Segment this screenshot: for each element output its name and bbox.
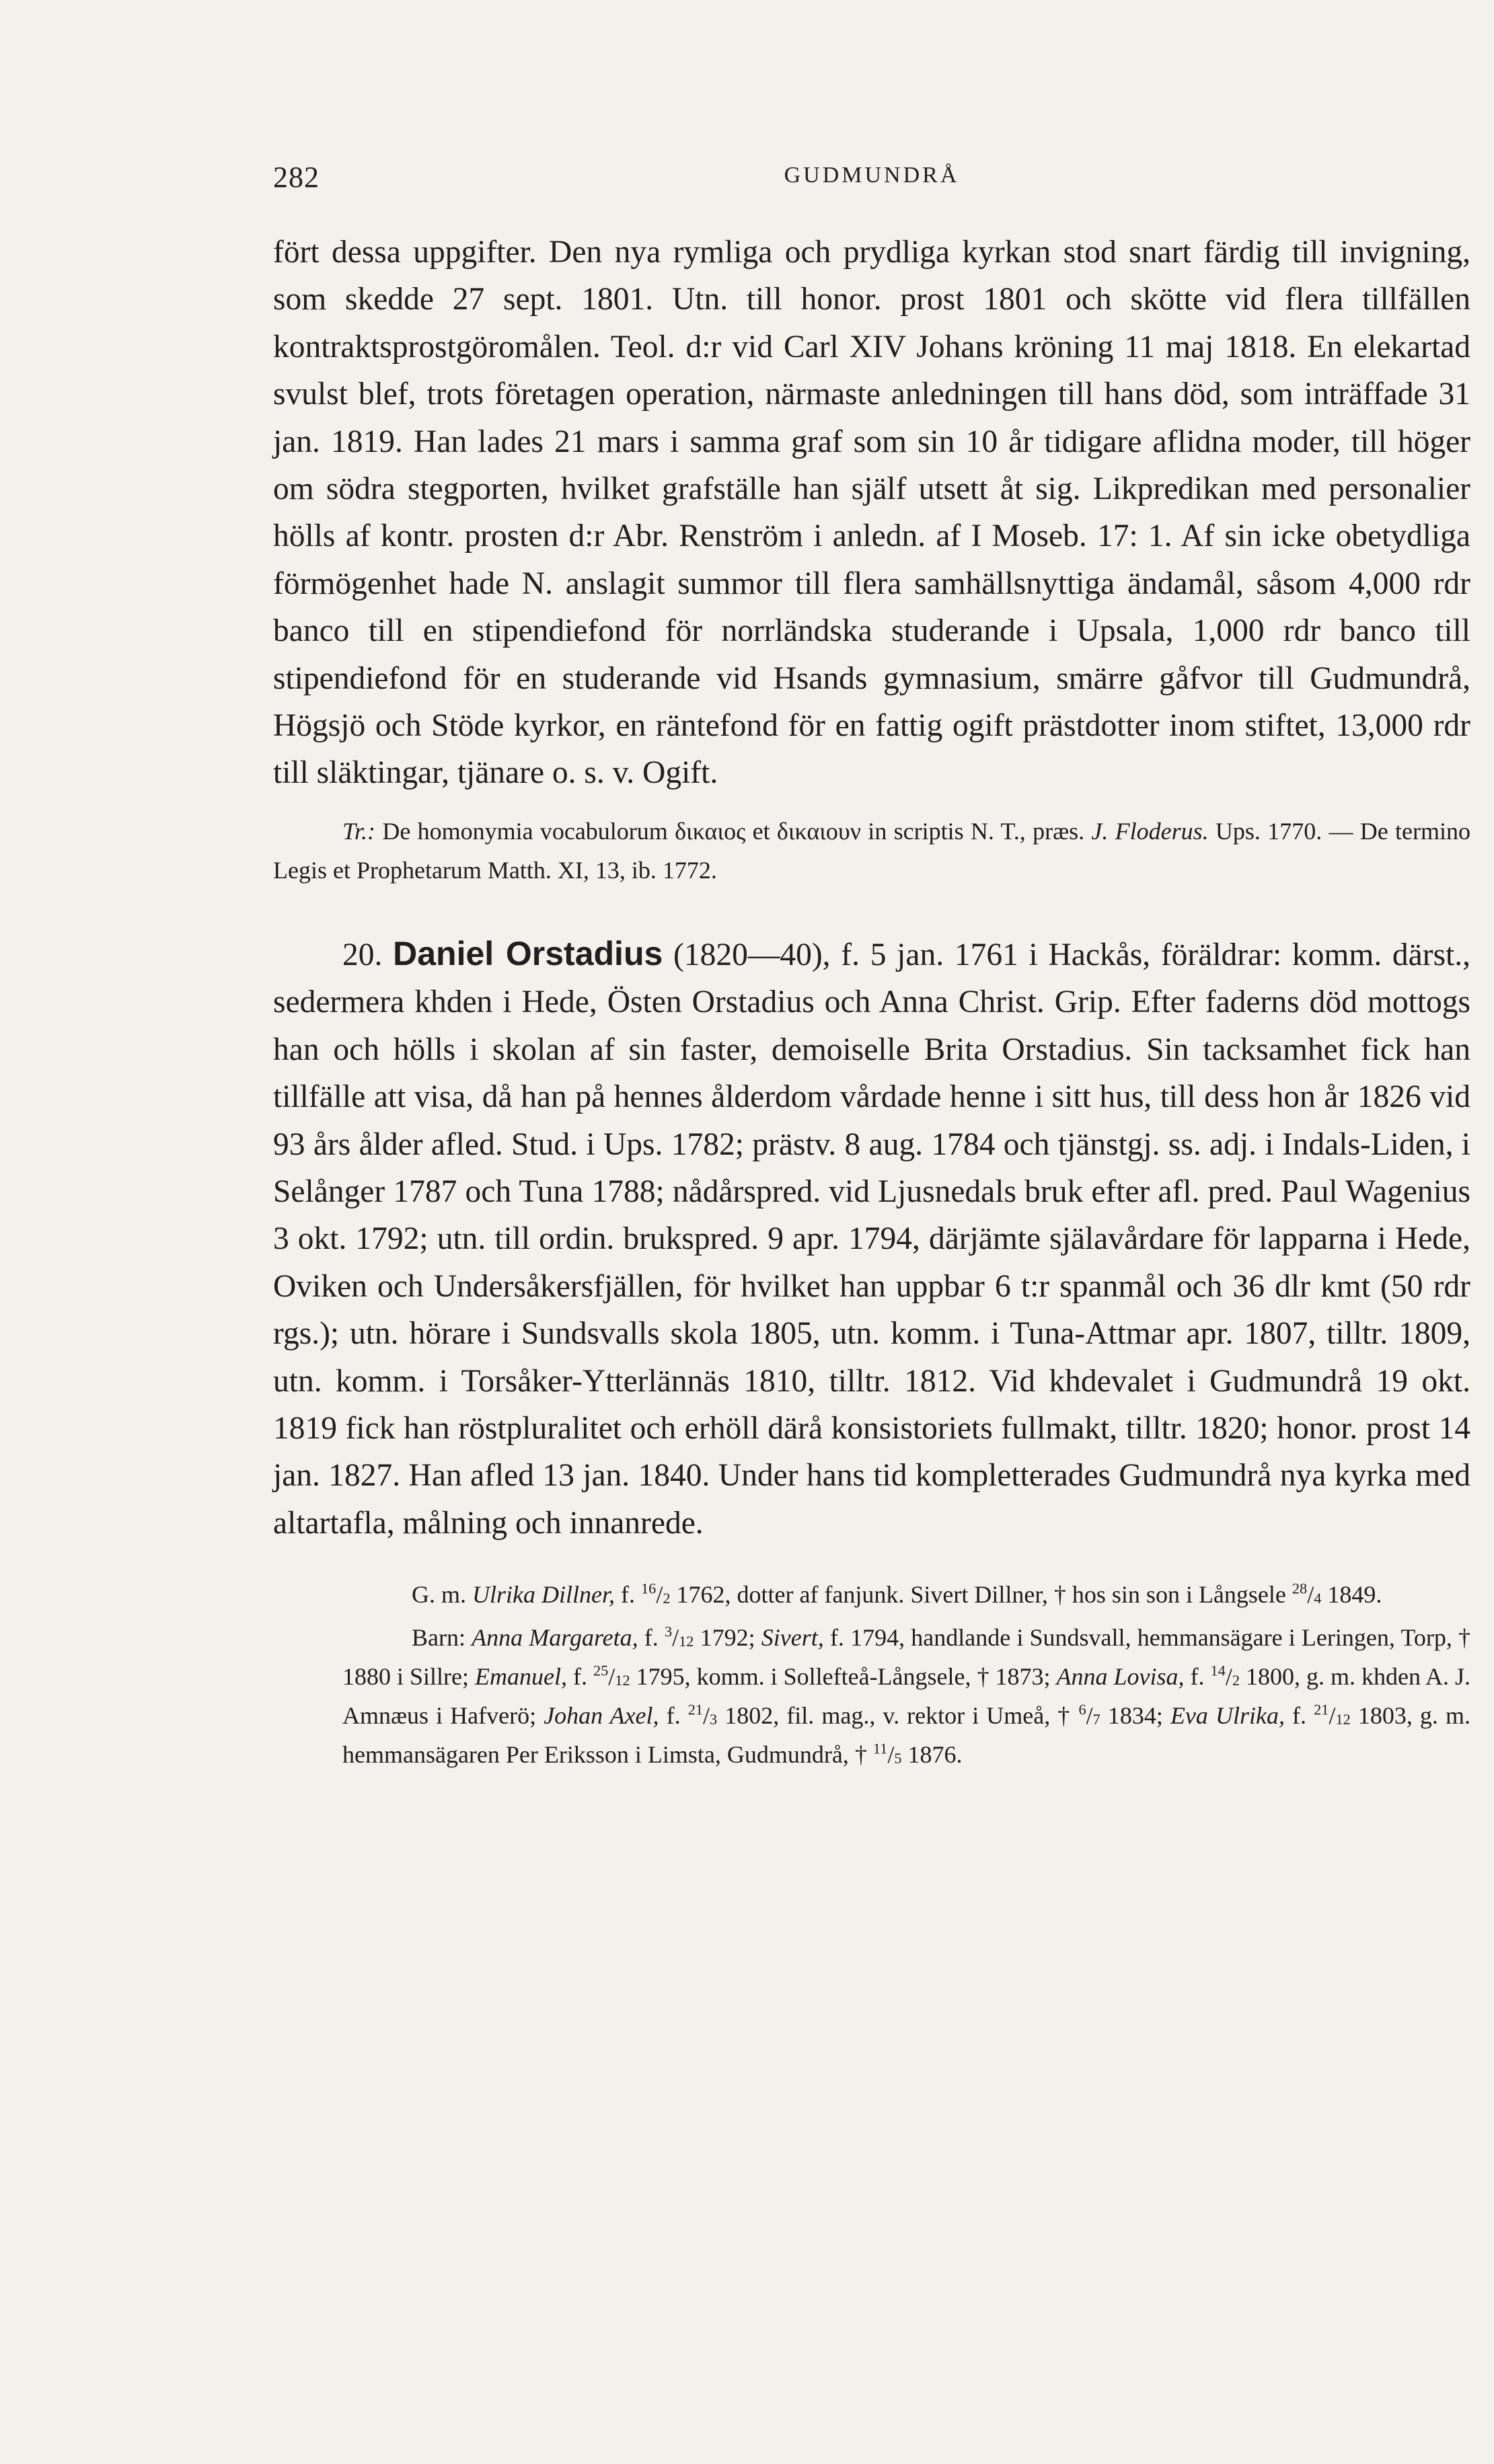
note-text: f. (659, 1702, 688, 1730)
note-text: f. (1184, 1663, 1211, 1691)
greek-word: δικαιουν (776, 817, 862, 845)
date-month: 2 (663, 1590, 671, 1607)
date-day: 3 (664, 1623, 673, 1640)
date-month: 3 (710, 1711, 718, 1728)
page-number: 282 (273, 161, 320, 194)
note-text: 1803, g. m. hemmansägaren Per Eriksson i Limsta, Gudmundrå, † (342, 1702, 1470, 1769)
date-month: 7 (1092, 1711, 1100, 1728)
entry-name: Daniel Orstadius (393, 934, 663, 972)
page-header (273, 160, 1470, 200)
note-text: 1792; (694, 1624, 761, 1652)
date-month: 12 (1335, 1711, 1351, 1728)
child-name: Anna Lovisa, (1056, 1663, 1185, 1691)
note-text: Ups. 1770. — De termino Legis et Prophetarum Matth. XI, 13, ib. 1772. (273, 817, 1470, 884)
paragraph-text: fört dessa uppgifter. Den nya rymliga och prydliga kyrkan stod snart färdig till invigning, som skedde 27 sept. 1801. Utn. till honor. prost 1801 och skötte vid flera tillfällen kontraktsprostgöromålen. Teol. d:r vid Carl XIV Johans kröning 11 maj 1818. En elekartad svulst blef, trots företagen operation, närmaste anledningen till hans död, som inträffade 31 jan. 1819. Han lades 21 mars i samma graf som sin 10 år tidigare aflidna moder, till höger om södra stegporten, hvilket grafställe han själf utsett åt sig. Likpredikan med personalier hölls af kontr. prosten d:r Abr. Renström i anledn. af I Moseb. 17: 1. Af sin icke obetydliga förmögenhet hade N. anslagit summor till flera samhällsnyttiga ändamål, såsom 4,000 rdr banco till en stipendiefond för norrländska studerande i Upsala, 1,000 rdr banco till stipendiefond för en studerande vid Hsands gymnasium, smärre gåfvor till Gudmundrå, Högsjö och Stöde kyrkor, en räntefond för en fattig ogift prästdotter inom stiftet, 13,000 rdr till släktingar, tjänare o. s. v. Ogift. (273, 235, 1470, 791)
date-day: 6 (1078, 1701, 1086, 1718)
date-month: 4 (1314, 1590, 1322, 1607)
date-day: 21 (687, 1701, 703, 1718)
note-text: 1834; (1100, 1702, 1170, 1730)
note-text: f. (638, 1624, 665, 1652)
entry-paragraph (273, 930, 1470, 1547)
note-text: 1800, g. m. khden A. J. Amnæus i Hafverö; (342, 1663, 1471, 1730)
greek-word: δικαιος (675, 817, 746, 845)
running-title: GUDMUNDRÅ (784, 163, 960, 188)
date-day: 21 (1314, 1701, 1329, 1718)
writings-label: Tr.: (342, 817, 376, 845)
note-text: et (745, 817, 777, 845)
date-day: 25 (593, 1662, 609, 1679)
child-name: Sivert, (761, 1624, 824, 1652)
footnote-writings (273, 812, 1470, 890)
note-text: 1795, komm. i Sollefteå-Långsele, † 1873; (630, 1663, 1057, 1691)
footnote-marriage: G. m. Ulrika Dillner, f. $^{16}/_2$ 1762, dotter af fanjunk. Sivert Dillner, † hos sin son i Långsele $^{28}/_4$ 1849. (412, 1580, 1382, 1609)
date-month: 2 (1232, 1672, 1240, 1689)
note-text: 1849. (1321, 1581, 1382, 1609)
paragraph-continuation (273, 229, 1470, 797)
child-name: Johan Axel, (544, 1702, 659, 1730)
note-text: in scriptis N. T., præs. (861, 817, 1092, 845)
date-day: 28 (1292, 1580, 1308, 1597)
date-month: 12 (679, 1633, 694, 1650)
child-name: Eva Ulrika, (1170, 1702, 1285, 1730)
note-text: Barn: (412, 1624, 472, 1652)
wife-name: Ulrika Dillner, (472, 1581, 615, 1609)
entry-text: (1820—40), f. 5 jan. 1761 i Hackås, föräldrar: komm. därst., sedermera khden i Hede, Östen Orstadius och Anna Christ. Grip. Efter faderns död mottogs han och hölls i skolan af sin faster, demoiselle Brita Orstadius. Sin tacksamhet fick han tillfälle att visa, då han på hennes ålderdom vårdade henne i sitt hus, till dess hon år 1826 vid 93 års ålder afled. Stud. i Ups. 1782; prästv. 8 aug. 1784 och tjänstgj. ss. adj. i Indals-Liden, i Selånger 1787 och Tuna 1788; nådårspred. vid Ljusnedals bruk efter afl. pred. Paul Wagenius 3 okt. 1792; utn. till ordin. brukspred. 9 apr. 1794, därjämte själavårdare för lapparna i Hede, Oviken och Undersåkersfjällen, för hvilket han uppbar 6 t:r spanmål och 36 dlr kmt (50 rdr rgs.); utn. hörare i Sundsvalls skola 1805, utn. komm. i Tuna-Attmar apr. 1807, tilltr. 1809, utn. komm. i Torsåker-Ytterlännäs 1810, tilltr. 1812. Vid khdevalet i Gudmundrå 19 okt. 1819 fick han röstpluralitet och erhöll därå konsistoriets fullmakt, tilltr. 1820; honor. prost 14 jan. 1827. Han afled 13 jan. 1840. Under hans tid kompletterades Gudmundrå nya kyrka med altartafla, målning och innanrede. (273, 937, 1471, 1541)
person-name: J. Floderus. (1091, 817, 1209, 845)
child-name: Emanuel, (475, 1663, 567, 1691)
note-text: f. (566, 1663, 593, 1691)
date-day: 14 (1210, 1662, 1226, 1679)
date-day: 16 (641, 1580, 657, 1597)
note-text: G. m. (412, 1581, 472, 1609)
note-text: f. (615, 1581, 641, 1609)
note-text: f. 1794, handlande i Sundsvall, hemmansägare i Leringen, Torp, † 1880 i Sillre; (342, 1624, 1471, 1691)
date-month: 12 (615, 1672, 630, 1689)
entry-number: 20. (342, 937, 394, 972)
date-month: 5 (894, 1750, 902, 1767)
note-text: f. (1284, 1702, 1314, 1730)
child-name: Anna Margareta, (472, 1624, 638, 1652)
note-text: 1876. (901, 1741, 963, 1769)
page-body (273, 229, 1470, 1774)
date-day: 11 (872, 1740, 888, 1757)
note-text: 1762, dotter af fanjunk. Sivert Dillner, † hos sin son i Långsele (670, 1581, 1292, 1609)
note-text: De homonymia vocabulorum (375, 817, 675, 845)
note-text: 1802, fil. mag., v. rektor i Umeå, † (717, 1702, 1079, 1730)
footnote-children: Barn: Anna Margareta, f. $^3/_{12}$ 1792; Sivert, f. 1794, handlande i Sundsvall, hemmansägare i Leringen, Torp, † 1880 i Sillre; Emanuel, f. $^{25}/_{12}$ 1795, komm. i Sollefteå-Långsele, † 1873; Anna Lovisa, f. $^{14}/_2$ 1800, g. m. khden A. J. Amnæus i Hafverö; Johan Axel, f. $^{21}/_3$ 1802, fil. mag., v. rektor i Umeå, † $^6/_7$ 1834; Eva Ulrika, f. $^{21}/_{12}$ 1803, g. m. hemmansägaren Per Eriksson i Limsta, Gudmundrå, † $^{11}/_5$ 1876. (342, 1623, 1471, 1769)
